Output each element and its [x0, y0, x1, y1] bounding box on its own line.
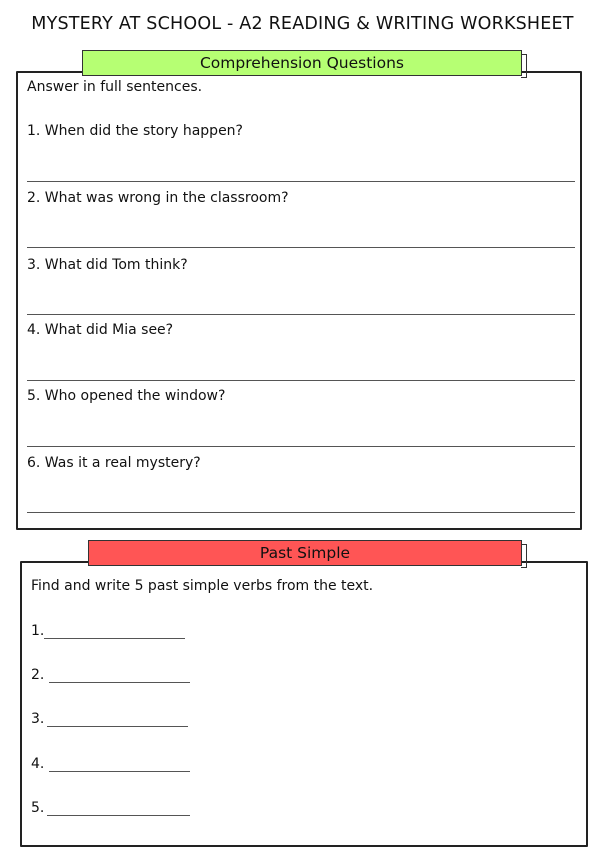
- question-2: 2. What was wrong in the classroom?: [27, 190, 289, 206]
- answer-line-6[interactable]: [27, 512, 575, 513]
- verb-line-1[interactable]: [44, 638, 185, 639]
- question-6: 6. Was it a real mystery?: [27, 455, 201, 471]
- worksheet-title: MYSTERY AT SCHOOL - A2 READING & WRITING WORKSHEET: [31, 14, 574, 34]
- answer-line-1[interactable]: [27, 181, 575, 182]
- past-simple-heading: Past Simple: [88, 540, 522, 566]
- question-1: 1. When did the story happen?: [27, 123, 243, 139]
- answer-line-2[interactable]: [27, 247, 575, 248]
- past-simple-instruction: Find and write 5 past simple verbs from the text.: [31, 578, 374, 594]
- answer-line-5[interactable]: [27, 446, 575, 447]
- verb-item-4: 4.: [31, 756, 45, 772]
- verb-line-3[interactable]: [47, 726, 188, 727]
- verb-item-1: 1.: [31, 623, 45, 639]
- verb-item-5: 5.: [31, 800, 45, 816]
- verb-line-2[interactable]: [49, 682, 190, 683]
- question-5: 5. Who opened the window?: [27, 388, 226, 404]
- past-simple-box: [20, 561, 588, 847]
- comprehension-heading: Comprehension Questions: [82, 50, 522, 76]
- comprehension-instruction: Answer in full sentences.: [27, 79, 203, 95]
- question-3: 3. What did Tom think?: [27, 257, 188, 273]
- answer-line-3[interactable]: [27, 314, 575, 315]
- verb-item-2: 2.: [31, 667, 45, 683]
- verb-item-3: 3.: [31, 711, 45, 727]
- verb-line-5[interactable]: [47, 815, 190, 816]
- question-4: 4. What did Mia see?: [27, 322, 174, 338]
- answer-line-4[interactable]: [27, 380, 575, 381]
- verb-line-4[interactable]: [49, 771, 190, 772]
